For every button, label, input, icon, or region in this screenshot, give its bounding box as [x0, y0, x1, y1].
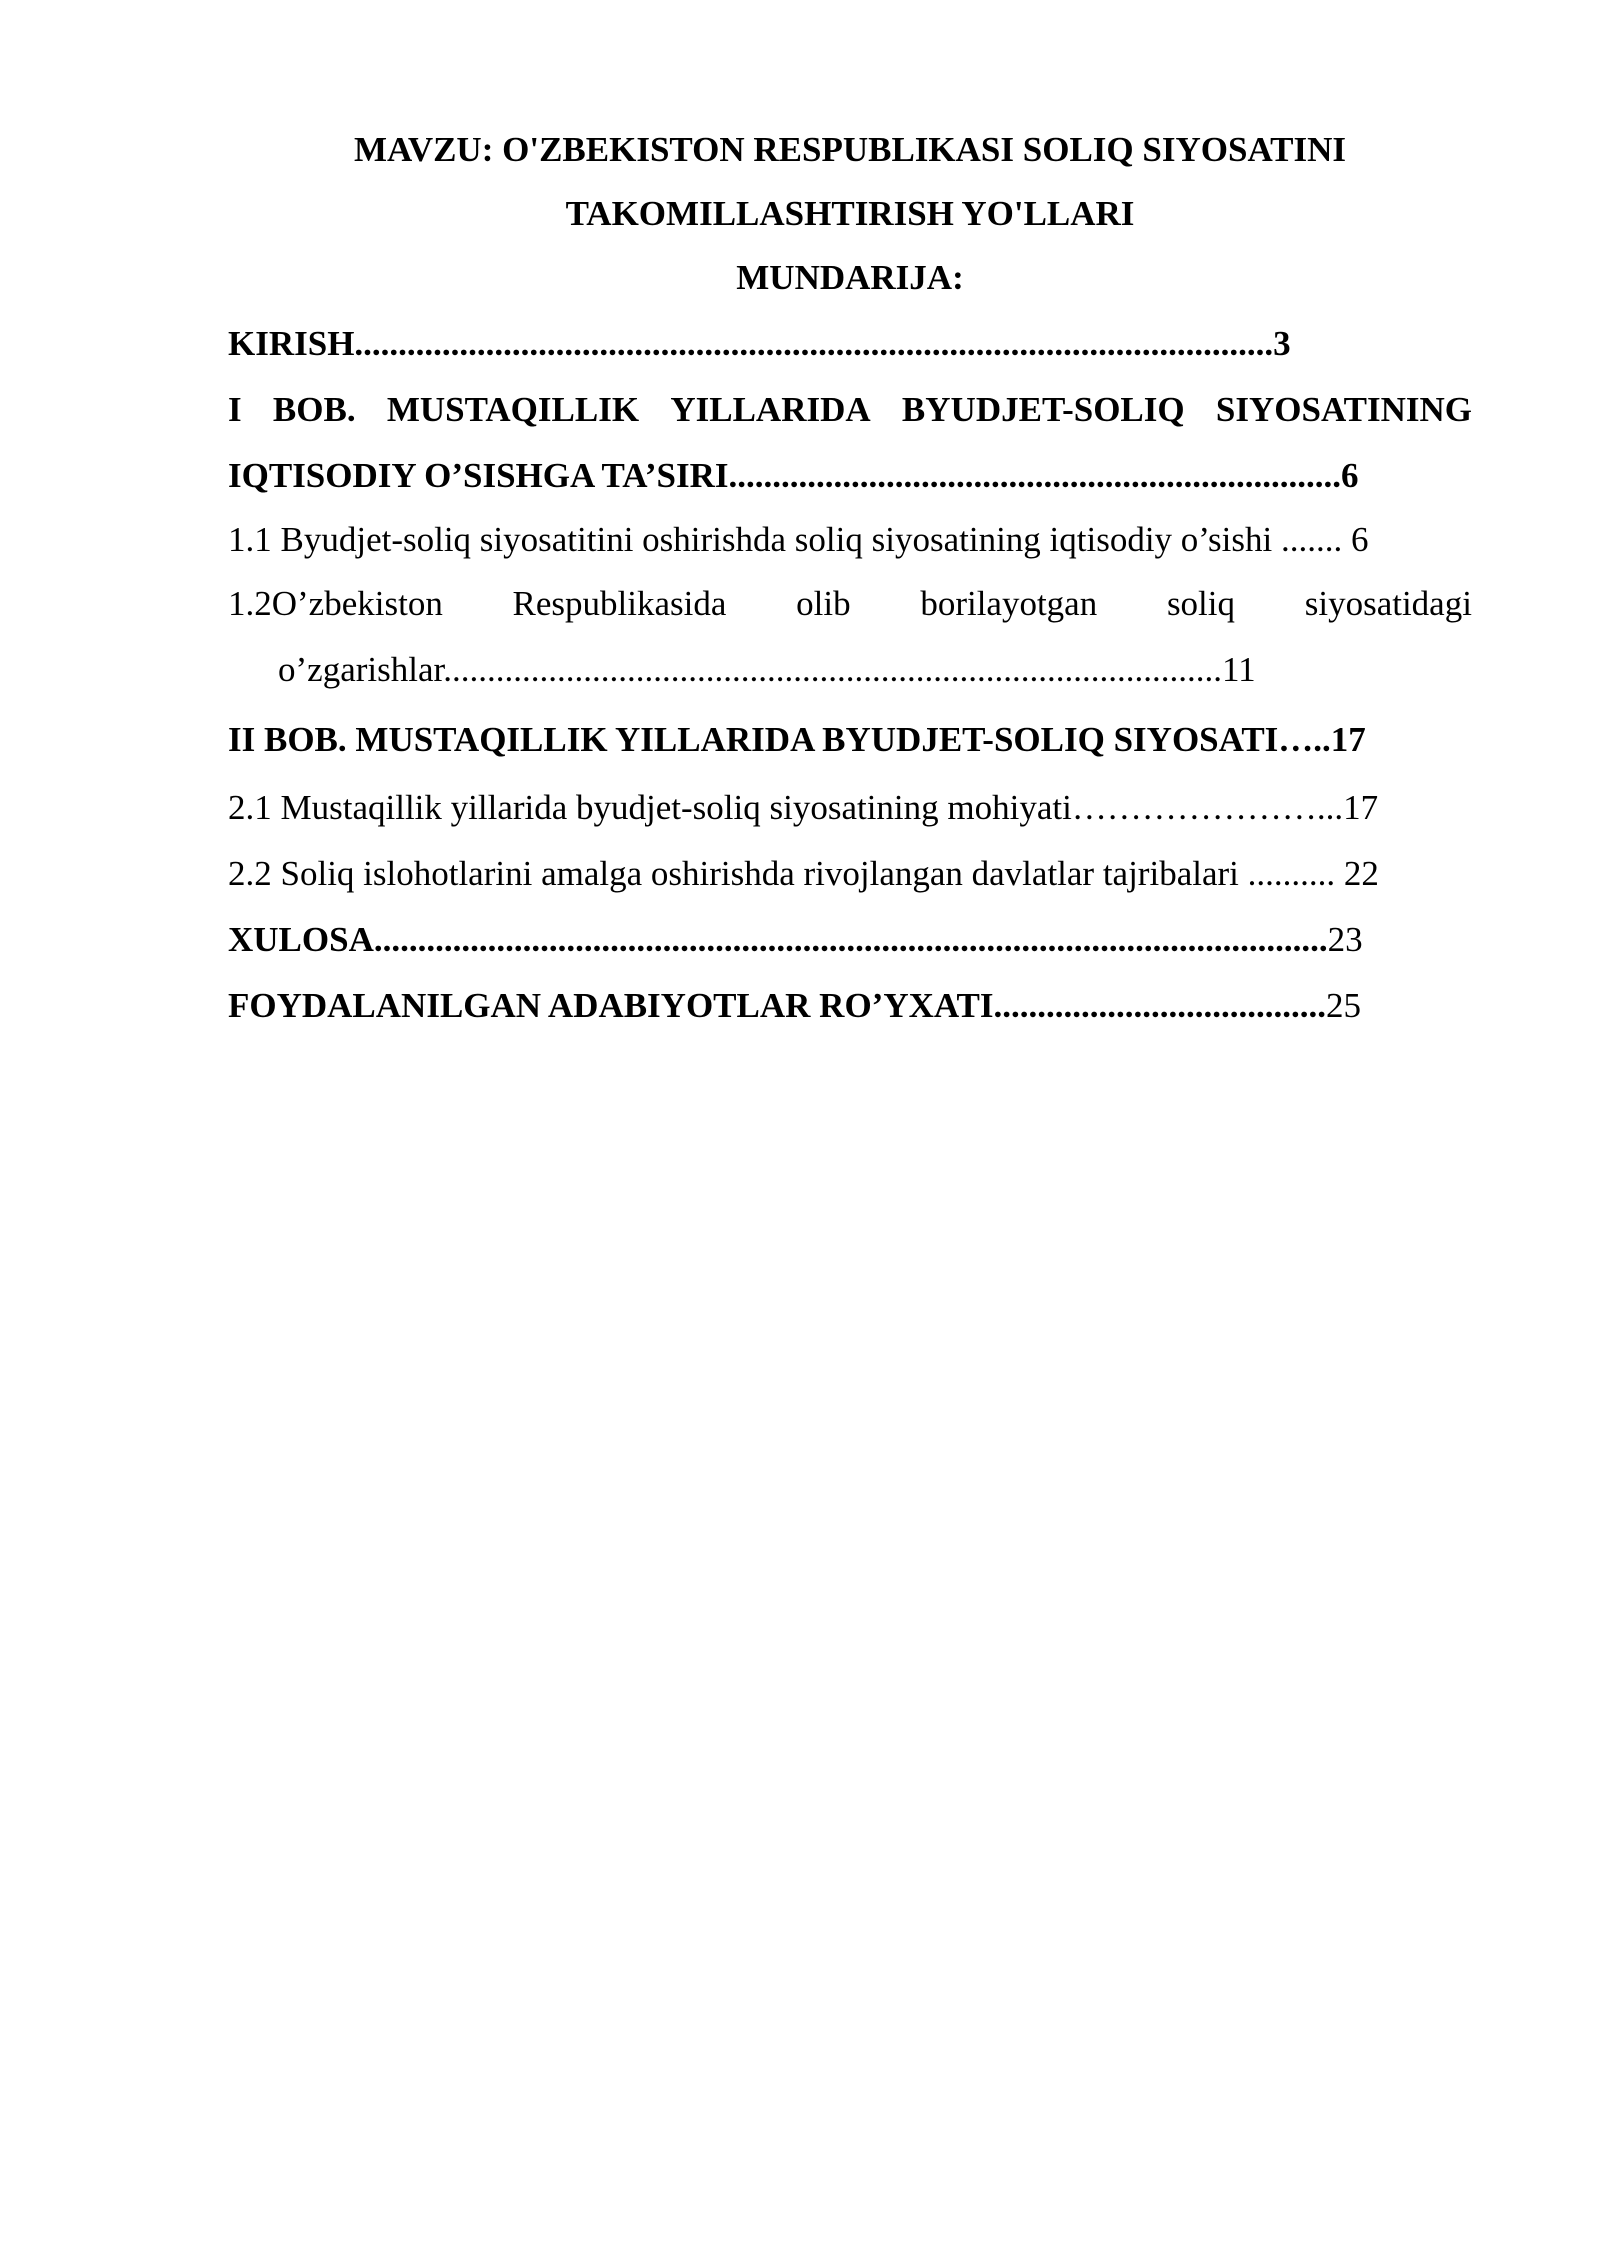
toc-entry-bob1-line1	[228, 388, 1472, 432]
toc-entry-bob1-line2: IQTISODIY O’SISHGA TA’SIRI......................................................................6	[228, 456, 1359, 495]
toc-entry-2-2: 2.2 Soliq islohotlarini amalga oshirishda rivojlangan davlatlar tajribalari .......... 22	[228, 854, 1379, 893]
toc-entry-xulosa	[228, 918, 1472, 962]
toc-word: BOB.	[272, 390, 356, 429]
toc-word: BYUDJET-SOLIQ	[901, 390, 1185, 429]
document-title-line-2: TAKOMILLASHTIRISH YO'LLARI	[565, 194, 1135, 233]
toc-entry-1-2-line2: o’zgarishlar.........................................................................................11	[278, 650, 1256, 689]
toc-entry-adabiyotlar-page: 25	[1326, 986, 1362, 1025]
toc-word: siyosatidagi	[1304, 584, 1472, 623]
toc-entry-1-1: 1.1 Byudjet-soliq siyosatitini oshirishda soliq siyosatining iqtisodiy o’sishi ....... 6	[228, 520, 1369, 559]
document-title-line-1: MAVZU: O'ZBEKISTON RESPUBLIKASI SOLIQ SIYOSATINI	[354, 130, 1346, 169]
toc-word: Respublikasida	[512, 584, 727, 623]
toc-word: soliq	[1166, 584, 1236, 623]
toc-entry-1-2-line1	[228, 582, 1472, 626]
toc-word: borilayotgan	[920, 584, 1098, 623]
toc-word: 1.2O’zbekiston	[228, 584, 443, 623]
toc-word: I	[228, 390, 242, 429]
toc-entry-adabiyotlar-label: FOYDALANILGAN ADABIYOTLAR RO’YXATI......................................	[228, 986, 1327, 1025]
toc-word: MUSTAQILLIK	[386, 390, 640, 429]
toc-word: SIYOSATINING	[1215, 390, 1472, 429]
toc-word: YILLARIDA	[670, 390, 871, 429]
toc-entry-xulosa-label: XULOSA.............................................................................................................	[228, 920, 1328, 959]
toc-entry-bob2: II BOB. MUSTAQILLIK YILLARIDA BYUDJET-SOLIQ SIYOSATI…..17	[228, 720, 1366, 759]
toc-word: olib	[796, 584, 851, 623]
toc-entry-adabiyotlar	[228, 984, 1472, 1028]
toc-entry-xulosa-page: 23	[1327, 920, 1363, 959]
toc-entry-kirish: KIRISH.........................................................................................................3	[228, 324, 1291, 363]
toc-entry-2-1: 2.1 Mustaqillik yillarida byudjet-soliq siyosatining mohiyati…………………...17	[228, 788, 1379, 827]
toc-heading: MUNDARIJA:	[736, 258, 964, 297]
